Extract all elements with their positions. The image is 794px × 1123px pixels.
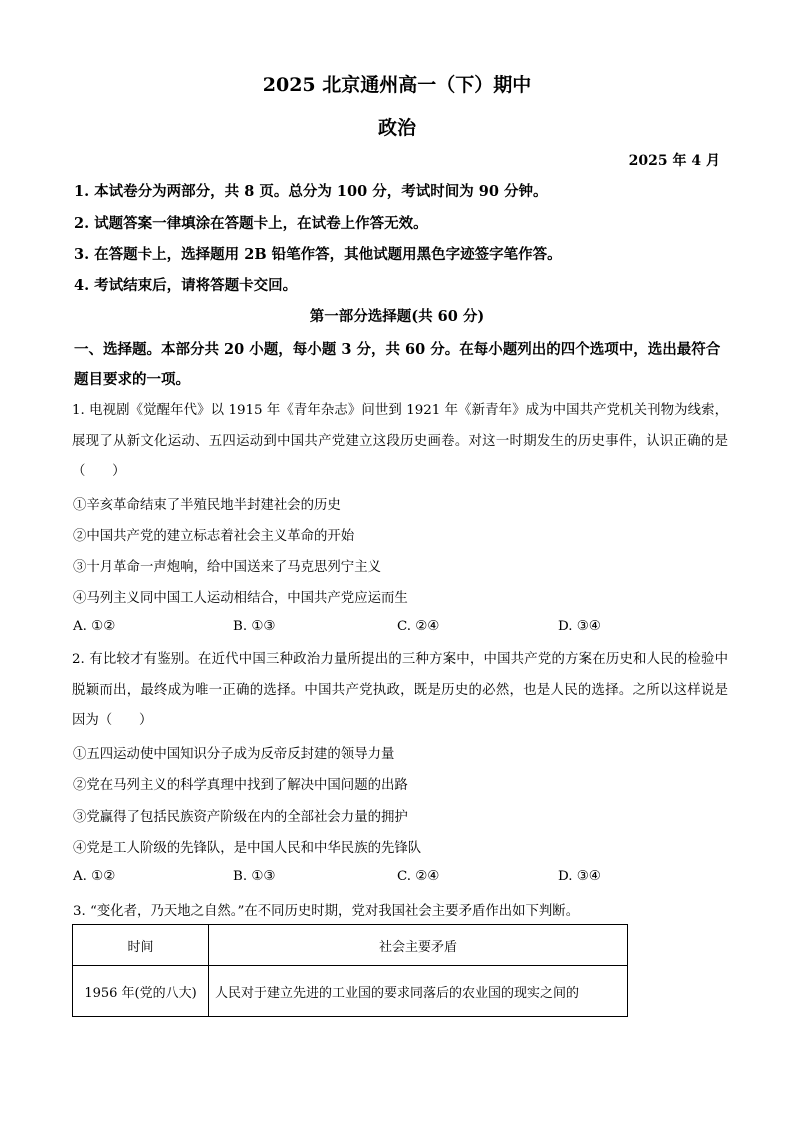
question-2-item-3: ③党赢得了包括民族资产阶级在内的全部社会力量的拥护 — [73, 810, 408, 825]
option-d[interactable]: D. ③④ — [558, 619, 601, 634]
instruction-4: 4. 考试结束后，请将答题卡交回。 — [74, 277, 298, 294]
section-heading: 一、选择题。本部分共 20 小题，每小题 3 分，共 60 分。在每小题列出的四个选项中，选出最符合题目要求的一项。 — [74, 341, 721, 388]
question-3-stem: 3. “变化者，乃天地之自然。”在不同历史时期，党对我国社会主要矛盾作出如下判断。 — [73, 904, 580, 919]
option-c[interactable]: C. ②④ — [397, 869, 440, 884]
table-header-time: 时间 — [73, 925, 209, 966]
question-2-item-4: ④党是工人阶级的先锋队，是中国人民和中华民族的先锋队 — [73, 841, 422, 856]
contradiction-table — [72, 924, 628, 1017]
question-1-item-1: ①辛亥革命结束了半殖民地半封建社会的历史 — [73, 498, 341, 513]
question-2-item-1: ①五四运动使中国知识分子成为反帝反封建的领导力量 — [73, 747, 395, 762]
question-1-item-3: ③十月革命一声炮响，给中国送来了马克思列宁主义 — [73, 560, 381, 575]
question-1-item-2: ②中国共产党的建立标志着社会主义革命的开始 — [73, 529, 355, 544]
option-b[interactable]: B. ①③ — [233, 619, 276, 634]
question-2-stem: 2. 有比较才有鉴别。在近代中国三种政治力量所提出的三种方案中，中国共产党的方案在历史和人民的检验中脱颖而出，最终成为唯一正确的选择。中国共产党执政，既是历史的必然，也是人民的选择。之所以这样说是因为（ ） — [72, 652, 728, 728]
question-1-stem: 1. 电视剧《觉醒年代》以 1915 年《青年杂志》问世到 1921 年《新青年》成为中国共产党机关刊物为线索，展现了从新文化运动、五四运动到中国共产党建立这段历史画卷。对这一时期发生的历史事件，认识正确的是（ ） — [72, 403, 728, 479]
part-title: 第一部分选择题(共 60 分) — [309, 308, 485, 325]
instruction-1: 1. 本试卷分为两部分，共 8 页。总分为 100 分，考试时间为 90 分钟。 — [74, 183, 548, 200]
instruction-3: 3. 在答题卡上，选择题用 2B 铅笔作答，其他试题用黑色字迹签字笔作答。 — [74, 246, 562, 263]
option-b[interactable]: B. ①③ — [233, 869, 276, 884]
exam-date: 2025 年 4 月 — [628, 153, 720, 169]
instruction-2: 2. 试题答案一律填涂在答题卡上，在试卷上作答无效。 — [74, 215, 428, 232]
question-1-item-4: ④马列主义同中国工人运动相结合，中国共产党应运而生 — [73, 591, 408, 606]
table-header-contradiction: 社会主要矛盾 — [209, 925, 628, 966]
subject-title: 政治 — [377, 117, 416, 139]
exam-title: 2025 北京通州高一（下）期中 — [262, 74, 532, 96]
table-cell-contradiction: 人民对于建立先进的工业国的要求同落后的农业国的现实之间的 — [209, 966, 628, 1017]
option-a[interactable]: A. ①② — [73, 869, 116, 884]
question-2-item-2: ②党在马列主义的科学真理中找到了解决中国问题的出路 — [73, 778, 408, 793]
option-c[interactable]: C. ②④ — [397, 619, 440, 634]
table-row — [73, 966, 628, 1017]
option-a[interactable]: A. ①② — [73, 619, 116, 634]
option-d[interactable]: D. ③④ — [558, 869, 601, 884]
table-cell-time: 1956 年(党的八大) — [73, 966, 209, 1017]
table-header-row — [73, 925, 628, 966]
